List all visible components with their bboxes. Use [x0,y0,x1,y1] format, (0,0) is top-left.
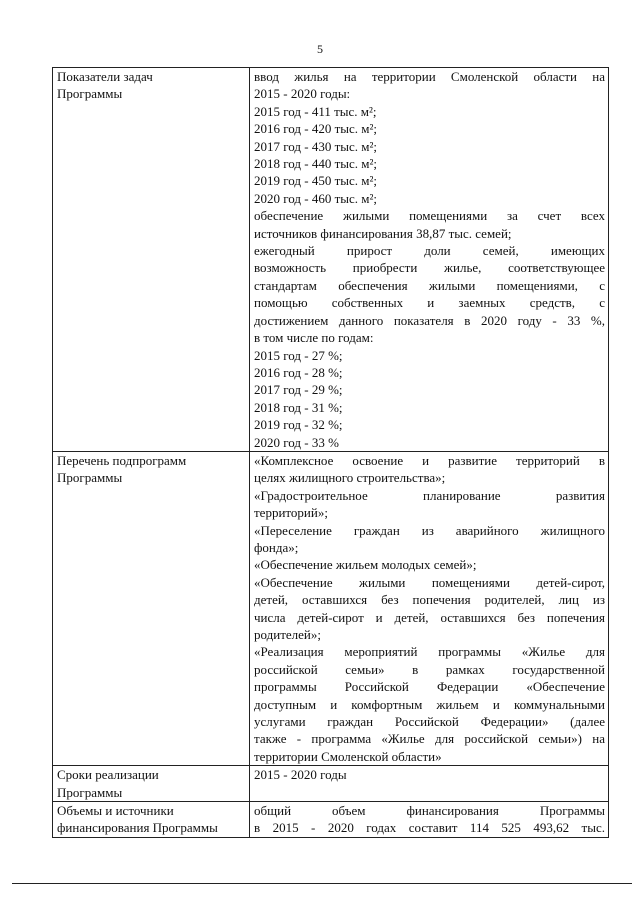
page-number: 5 [317,42,323,56]
content-line: 2019 год - 450 тыс. м²; [254,173,377,189]
label-cell-tasks [53,68,250,452]
table-row-financing [53,802,609,838]
content-line: 2016 год - 420 тыс. м²; [254,121,377,137]
label-cell-subprograms [53,451,250,765]
content-cell-terms [250,766,609,802]
content-cell-subprograms [250,451,609,765]
content-line: возможность приобрести жилье, соответствующее [254,260,605,276]
content-line: 2018 год - 440 тыс. м²; [254,156,377,172]
content-line: «Комплексное освоение и развитие территорий в [254,452,605,468]
content-line: 2017 год - 430 тыс. м²; [254,138,377,154]
label-line: Программы [57,470,123,486]
content-line: доступным и комфортным жильем и коммунальными [254,696,605,712]
content-line: 2015 - 2020 годы: [254,86,351,102]
content-line: достижением данного показателя в 2020 году - 33 %, [254,312,605,328]
content-line: 2019 год - 32 %; [254,417,343,433]
content-line: программы Российской Федерации «Обеспечение [254,679,605,695]
label-line: Перечень подпрограмм [57,452,187,468]
table-row-subprograms [53,451,609,765]
content-line: ежегодный прирост доли семей, имеющих [254,243,605,259]
content-line: также - программа «Жилье для российской семьи») на [254,731,605,747]
content-line: в том числе по годам: [254,330,374,346]
label-line: Программы [57,784,123,800]
content-line: 2017 год - 29 %; [254,382,343,398]
content-line: в 2015 - 2020 годах составит 114 525 493,62 тыс. [254,820,605,836]
content-line: «Переселение граждан из аварийного жилищного [254,522,605,538]
content-line: помощью собственных и заемных средств, с [254,295,605,311]
label-line: Объемы и источники [57,803,174,819]
content-line: 2015 - 2020 годы [254,767,347,783]
content-line: родителей»; [254,627,321,642]
label-line: Сроки реализации [57,767,159,783]
content-line: 2020 год - 460 тыс. м²; [254,190,377,206]
table-row-tasks [53,68,609,452]
content-line: ввод жилья на территории Смоленской области на [254,69,605,84]
content-line: «Реализация мероприятий программы «Жилье для [254,644,605,660]
content-line: территорий»; [254,505,328,521]
footer-rule [12,883,632,884]
content-line: услугами граждан Российской Федерации» (далее [254,714,605,730]
content-line: российской семьи» в рамках государственной [254,661,605,677]
label-line: Показатели задач [57,69,153,84]
program-passport-table [52,67,609,838]
content-line: фонда»; [254,539,299,555]
label-cell-terms [53,766,250,802]
table-row-terms [53,766,609,802]
content-line: общий объем финансирования Программы [254,803,605,819]
content-line: числа детей-сирот и детей, оставшихся без попечения [254,609,605,625]
content-line: 2016 год - 28 %; [254,364,343,380]
content-line: целях жилищного строительства»; [254,470,446,486]
content-line: «Обеспечение жилыми помещениями детей-сирот, [254,574,605,590]
label-line: финансирования Программы [57,820,218,836]
content-line: территории Смоленской области» [254,748,442,764]
content-line: 2015 год - 411 тыс. м²; [254,103,377,119]
label-line: Программы [57,86,123,102]
content-line: 2018 год - 31 %; [254,399,343,415]
content-line: источников финансирования 38,87 тыс. семей; [254,225,512,241]
content-line: «Градостроительное планирование развития [254,487,605,503]
content-cell-financing [250,802,609,838]
content-line: стандартам обеспечения жилыми помещениями, с [254,277,605,293]
content-line: 2020 год - 33 % [254,434,339,450]
content-line: обеспечение жилыми помещениями за счет всех [254,208,605,224]
label-cell-financing [53,802,250,838]
content-line: 2015 год - 27 %; [254,347,343,363]
content-line: «Обеспечение жильем молодых семей»; [254,557,477,573]
content-line: детей, оставшихся без попечения родителей, лиц из [254,592,605,608]
content-cell-tasks [250,68,609,452]
